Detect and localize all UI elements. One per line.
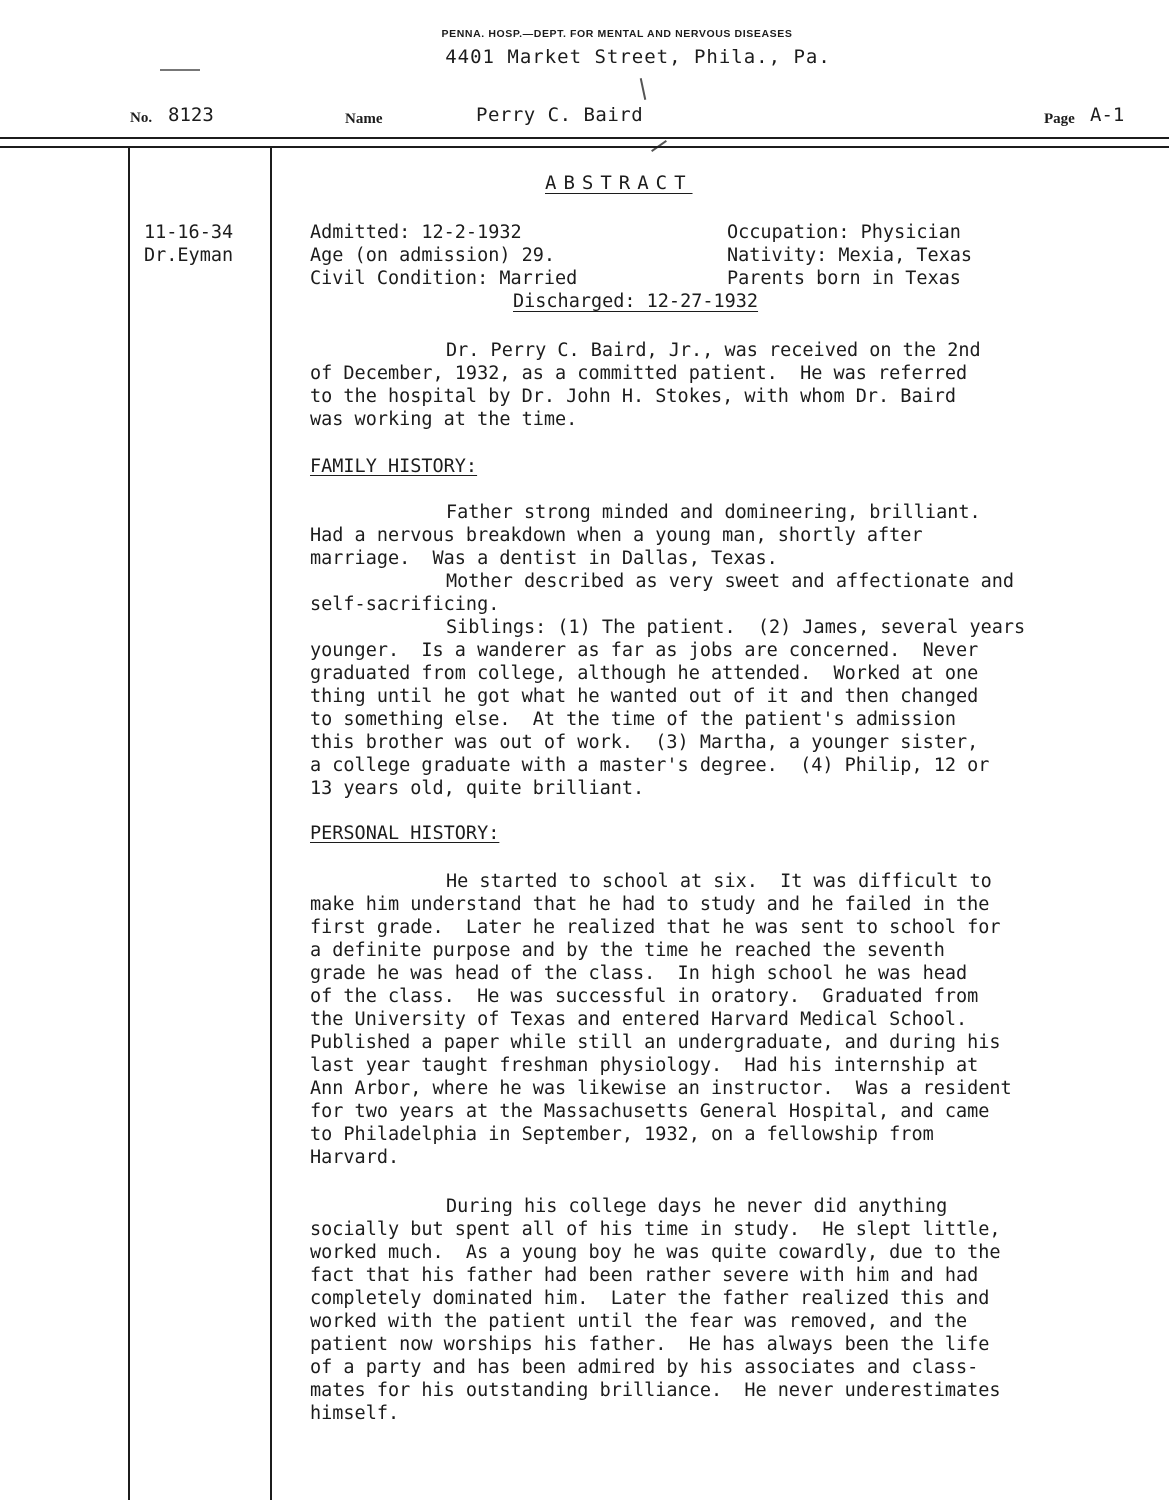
intro-line: of December, 1932, as a committed patient. He was referred	[310, 363, 968, 384]
fact-parents: Parents born in Texas	[727, 268, 961, 289]
family-history-line: younger. Is a wanderer as far as jobs are concerned. Never	[310, 640, 979, 661]
family-history-line: graduated from college, although he attended. Worked at one	[310, 663, 979, 684]
personal-history-line: worked with the patient until the fear was removed, and the	[310, 1311, 968, 1332]
case-number: 8123	[168, 104, 214, 126]
personal-history-line: for two years at the Massachusetts General Hospital, and came	[310, 1101, 990, 1122]
fact-age: Age (on admission) 29.	[310, 245, 556, 266]
personal-history-line: Published a paper while still an undergraduate, and during his	[310, 1032, 1001, 1053]
personal-history-line: the University of Texas and entered Harvard Medical School.	[310, 1009, 968, 1030]
pencil-mark	[640, 78, 647, 100]
number-label: No.	[130, 110, 153, 126]
family-history-line: self-sacrificing.	[310, 594, 500, 615]
pencil-mark	[160, 69, 200, 71]
fact-occupation: Occupation: Physician	[727, 222, 961, 243]
family-history-line: Mother described as very sweet and affectionate and	[446, 571, 1015, 592]
personal-history-line: of a party and has been admired by his associates and class-	[310, 1357, 979, 1378]
column-line-left	[128, 147, 130, 1500]
personal-history-line: fact that his father had been rather severe with him and had	[310, 1265, 979, 1286]
family-history-line: a college graduate with a master's degree. (4) Philip, 12 or	[310, 755, 990, 776]
family-history-line: Father strong minded and domineering, brilliant.	[446, 502, 981, 523]
family-history-line: Had a nervous breakdown when a young man, shortly after	[310, 525, 923, 546]
family-history-line: this brother was out of work. (3) Martha, a younger sister,	[310, 732, 979, 753]
personal-history-line: of the class. He was successful in oratory. Graduated from	[310, 986, 979, 1007]
personal-history-line: worked much. As a young boy he was quite cowardly, due to the	[310, 1242, 1001, 1263]
fact-admitted: Admitted: 12-2-1932	[310, 222, 522, 243]
institution-address: 4401 Market Street, Phila., Pa.	[445, 46, 831, 68]
personal-history-heading: PERSONAL HISTORY:	[310, 823, 500, 844]
fact-civil-condition: Civil Condition: Married	[310, 268, 578, 289]
personal-history-line: to Philadelphia in September, 1932, on a fellowship from	[310, 1124, 934, 1145]
name-label: Name	[345, 111, 383, 127]
personal-history-line: completely dominated him. Later the father realized this and	[310, 1288, 990, 1309]
patient-name: Perry C. Baird	[476, 104, 644, 126]
fact-nativity: Nativity: Mexia, Texas	[727, 245, 973, 266]
personal-history-line: grade he was head of the class. In high school he was head	[310, 963, 968, 984]
personal-history-line: last year taught freshman physiology. Had his internship at	[310, 1055, 979, 1076]
personal-history-line: a definite purpose and by the time he reached the seventh	[310, 940, 945, 961]
institution-header: PENNA. HOSP.—DEPT. FOR MENTAL AND NERVOUS DISEASES	[441, 28, 793, 40]
document-title: ABSTRACT	[545, 172, 693, 194]
intro-line: to the hospital by Dr. John H. Stokes, with whom Dr. Baird	[310, 386, 957, 407]
personal-history-line: make him understand that he had to study and he failed in the	[310, 894, 990, 915]
family-history-heading: FAMILY HISTORY:	[310, 456, 478, 477]
intro-line: was working at the time.	[310, 409, 578, 430]
page-label: Page	[1044, 111, 1075, 127]
margin-author: Dr.Eyman	[144, 245, 234, 266]
personal-history-line: He started to school at six. It was difficult to	[446, 871, 992, 892]
personal-history-line: Ann Arbor, where he was likewise an instructor. Was a resident	[310, 1078, 1012, 1099]
header-rule-top	[0, 137, 1169, 139]
personal-history-line: patient now worships his father. He has always been the life	[310, 1334, 990, 1355]
family-history-line: to something else. At the time of the patient's admission	[310, 709, 957, 730]
column-line-right	[270, 147, 272, 1500]
family-history-line: 13 years old, quite brilliant.	[310, 778, 645, 799]
family-history-line: Siblings: (1) The patient. (2) James, several years	[446, 617, 1026, 638]
margin-date: 11-16-34	[144, 222, 234, 243]
personal-history-line: mates for his outstanding brilliance. He never underestimates	[310, 1380, 1001, 1401]
page-number: A-1	[1090, 104, 1125, 126]
personal-history-line: socially but spent all of his time in study. He slept little,	[310, 1219, 1001, 1240]
family-history-line: marriage. Was a dentist in Dallas, Texas.	[310, 548, 778, 569]
personal-history-line: During his college days he never did anything	[446, 1196, 948, 1217]
fact-discharged: Discharged: 12-27-1932	[513, 291, 759, 312]
header-rule-bottom	[0, 146, 1169, 148]
personal-history-line: himself.	[310, 1403, 400, 1424]
intro-line: Dr. Perry C. Baird, Jr., was received on the 2nd	[446, 340, 981, 361]
personal-history-line: Harvard.	[310, 1147, 400, 1168]
personal-history-line: first grade. Later he realized that he was sent to school for	[310, 917, 1001, 938]
family-history-line: thing until he got what he wanted out of it and then changed	[310, 686, 979, 707]
